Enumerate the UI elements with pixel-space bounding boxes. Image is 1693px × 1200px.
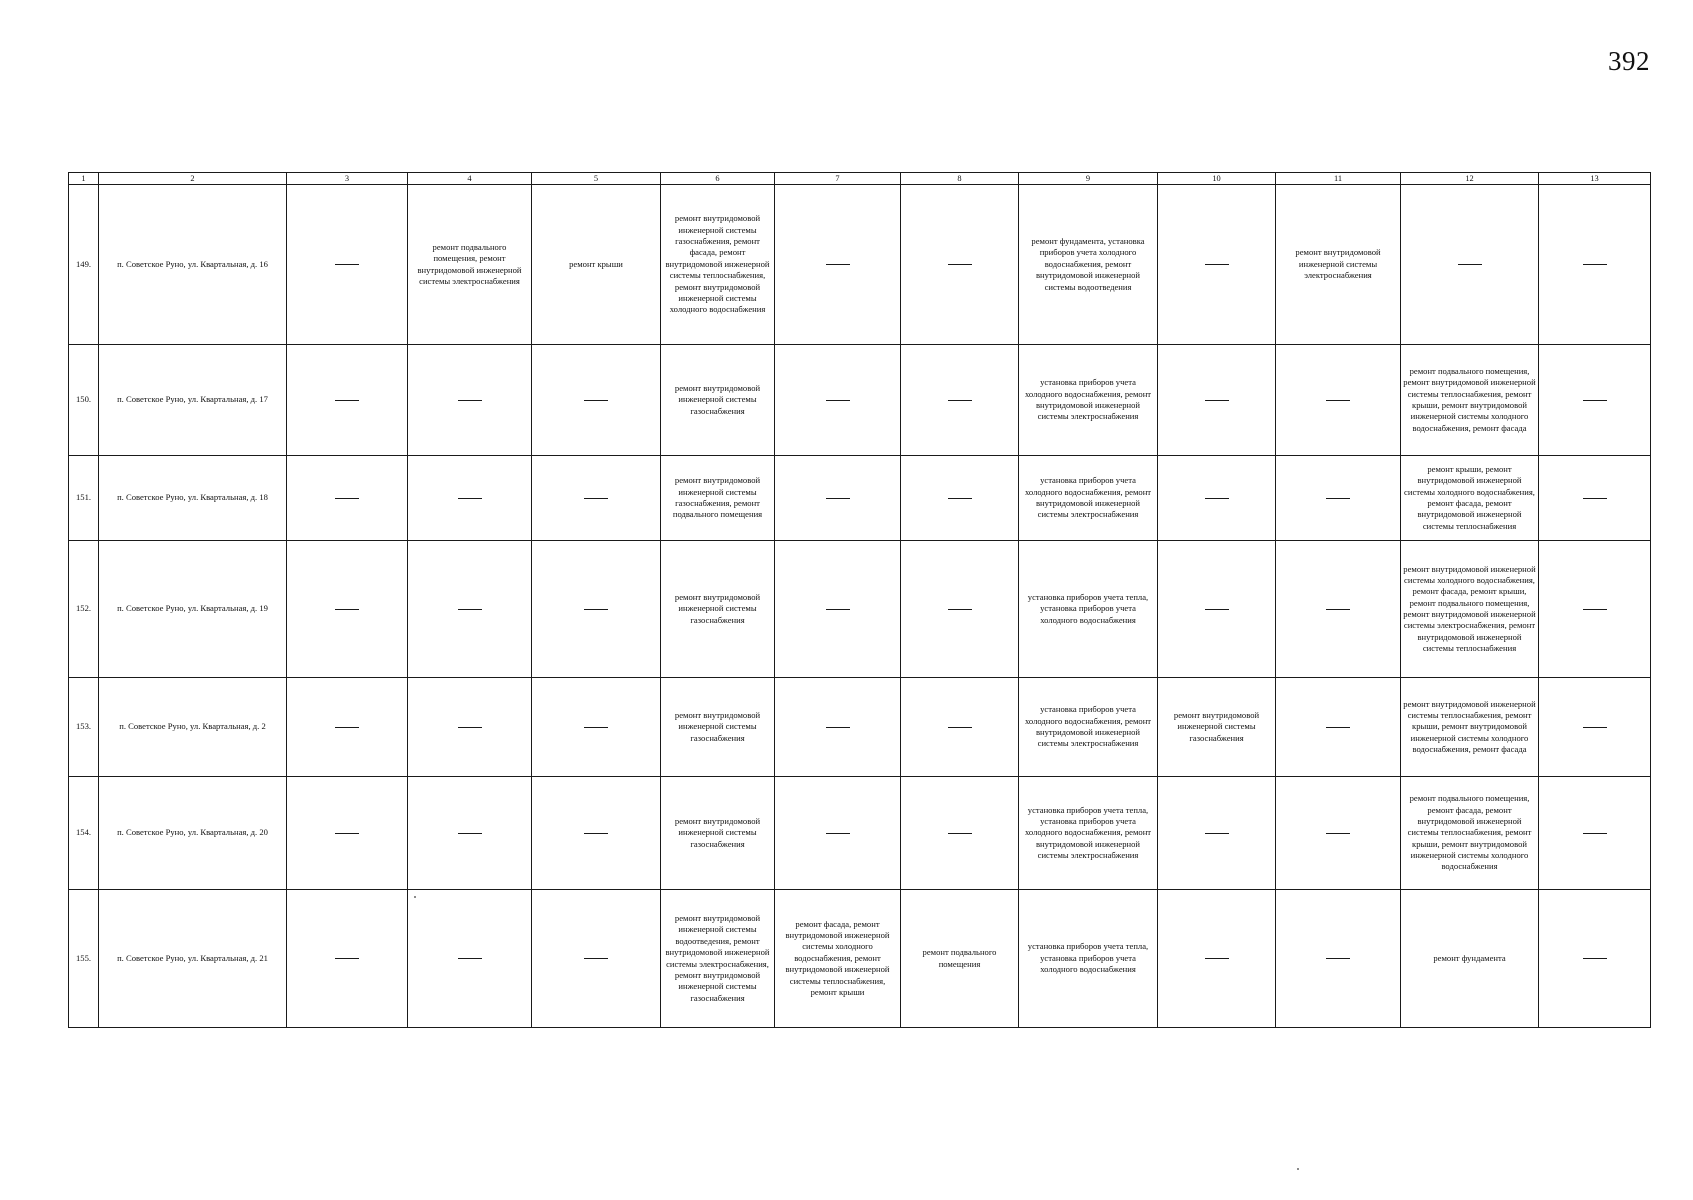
work-cell-4 [408, 678, 532, 777]
column-number-9: 9 [1019, 173, 1158, 185]
work-cell-3 [287, 185, 408, 345]
row-number: 149. [69, 185, 99, 345]
empty-dash [335, 498, 359, 499]
empty-dash [948, 400, 972, 401]
address-cell: п. Советское Руно, ул. Квартальная, д. 16 [99, 185, 287, 345]
table-row [69, 185, 1651, 345]
work-cell-8 [901, 456, 1019, 541]
work-cell-5 [532, 777, 661, 890]
empty-dash [458, 609, 482, 610]
repair-schedule-table [68, 172, 1651, 1028]
empty-dash [458, 498, 482, 499]
work-cell-5: ремонт крыши [532, 185, 661, 345]
empty-dash [826, 609, 850, 610]
work-cell-4 [408, 777, 532, 890]
empty-dash [1583, 609, 1607, 610]
empty-dash [584, 833, 608, 834]
work-cell-7 [775, 541, 901, 678]
work-cell-11 [1276, 345, 1401, 456]
empty-dash [948, 264, 972, 265]
empty-dash [826, 264, 850, 265]
row-number: 151. [69, 456, 99, 541]
work-cell-8 [901, 777, 1019, 890]
scan-speck [414, 896, 416, 898]
column-number-5: 5 [532, 173, 661, 185]
column-number-8: 8 [901, 173, 1019, 185]
empty-dash [1205, 400, 1229, 401]
empty-dash [335, 400, 359, 401]
empty-dash [1326, 727, 1350, 728]
work-cell-6: ремонт внутридомовой инженерной системы газоснабжения [661, 678, 775, 777]
row-number: 153. [69, 678, 99, 777]
work-cell-5 [532, 345, 661, 456]
address-cell: п. Советское Руно, ул. Квартальная, д. 19 [99, 541, 287, 678]
work-cell-13 [1539, 678, 1651, 777]
empty-dash [458, 958, 482, 959]
work-cell-6: ремонт внутридомовой инженерной системы газоснабжения [661, 777, 775, 890]
work-cell-9: установка приборов учета тепла, установка приборов учета холодного водоснабжения [1019, 890, 1158, 1028]
work-cell-13 [1539, 890, 1651, 1028]
empty-dash [1326, 400, 1350, 401]
empty-dash [1583, 833, 1607, 834]
work-cell-3 [287, 541, 408, 678]
empty-dash [1326, 498, 1350, 499]
work-cell-9: установка приборов учета холодного водоснабжения, ремонт внутридомовой инженерной системы электроснабжения [1019, 456, 1158, 541]
work-cell-11 [1276, 456, 1401, 541]
empty-dash [584, 609, 608, 610]
work-cell-3 [287, 345, 408, 456]
work-cell-13 [1539, 541, 1651, 678]
work-cell-12: ремонт подвального помещения, ремонт фасада, ремонт внутридомовой инженерной системы теплоснабжения, ремонт крыши, ремонт внутридомовой инженерной системы холодного водоснабжения [1401, 777, 1539, 890]
work-cell-10 [1158, 456, 1276, 541]
work-cell-7 [775, 345, 901, 456]
row-number: 155. [69, 890, 99, 1028]
column-number-6: 6 [661, 173, 775, 185]
column-number-7: 7 [775, 173, 901, 185]
work-cell-8 [901, 185, 1019, 345]
row-number: 154. [69, 777, 99, 890]
row-number: 152. [69, 541, 99, 678]
work-cell-12: ремонт фундамента [1401, 890, 1539, 1028]
work-cell-4 [408, 456, 532, 541]
empty-dash [584, 727, 608, 728]
address-cell: п. Советское Руно, ул. Квартальная, д. 2 [99, 678, 287, 777]
work-cell-12: ремонт внутридомовой инженерной системы теплоснабжения, ремонт крыши, ремонт внутридомовой инженерной системы холодного водоснабжения, ремонт фасада [1401, 678, 1539, 777]
work-cell-12: ремонт внутридомовой инженерной системы холодного водоснабжения, ремонт фасада, ремонт крыши, ремонт подвального помещения, ремонт внутридомовой инженерной системы электроснабжения, ремонт внутридомовой инженерной системы теплоснабжения [1401, 541, 1539, 678]
empty-dash [335, 833, 359, 834]
empty-dash [826, 727, 850, 728]
work-cell-6: ремонт внутридомовой инженерной системы водоотведения, ремонт внутридомовой инженерной системы электроснабжения, ремонт внутридомовой инженерной системы газоснабжения [661, 890, 775, 1028]
empty-dash [584, 498, 608, 499]
table-body [69, 173, 1651, 1028]
work-cell-4 [408, 345, 532, 456]
empty-dash [335, 958, 359, 959]
work-cell-3 [287, 456, 408, 541]
table-row [69, 345, 1651, 456]
work-cell-8 [901, 345, 1019, 456]
column-number-10: 10 [1158, 173, 1276, 185]
empty-dash [1326, 958, 1350, 959]
table-row [69, 890, 1651, 1028]
work-cell-12 [1401, 185, 1539, 345]
work-cell-4: ремонт подвального помещения, ремонт внутридомовой инженерной системы электроснабжения [408, 185, 532, 345]
table-row [69, 541, 1651, 678]
work-cell-12: ремонт крыши, ремонт внутридомовой инженерной системы холодного водоснабжения, ремонт фасада, ремонт внутридомовой инженерной системы теплоснабжения [1401, 456, 1539, 541]
empty-dash [1583, 727, 1607, 728]
work-cell-10 [1158, 777, 1276, 890]
empty-dash [1583, 264, 1607, 265]
column-number-4: 4 [408, 173, 532, 185]
work-cell-13 [1539, 345, 1651, 456]
empty-dash [1205, 498, 1229, 499]
work-cell-3 [287, 777, 408, 890]
work-cell-11 [1276, 541, 1401, 678]
empty-dash [948, 609, 972, 610]
work-cell-13 [1539, 777, 1651, 890]
work-cell-11 [1276, 678, 1401, 777]
work-cell-9: ремонт фундамента, установка приборов учета холодного водоснабжения, ремонт внутридомовой инженерной системы водоотведения [1019, 185, 1158, 345]
empty-dash [335, 727, 359, 728]
work-cell-6: ремонт внутридомовой инженерной системы газоснабжения, ремонт фасада, ремонт внутридомовой инженерной системы теплоснабжения, ремонт внутридомовой инженерной системы холодного водоснабжения [661, 185, 775, 345]
work-cell-11 [1276, 777, 1401, 890]
work-cell-5 [532, 890, 661, 1028]
row-number: 150. [69, 345, 99, 456]
work-cell-10: ремонт внутридомовой инженерной системы газоснабжения [1158, 678, 1276, 777]
empty-dash [1326, 609, 1350, 610]
work-cell-6: ремонт внутридомовой инженерной системы газоснабжения, ремонт подвального помещения [661, 456, 775, 541]
column-number-2: 2 [99, 173, 287, 185]
empty-dash [826, 833, 850, 834]
work-cell-8 [901, 678, 1019, 777]
column-number-3: 3 [287, 173, 408, 185]
empty-dash [584, 958, 608, 959]
work-cell-10 [1158, 185, 1276, 345]
work-cell-5 [532, 456, 661, 541]
empty-dash [948, 727, 972, 728]
address-cell: п. Советское Руно, ул. Квартальная, д. 18 [99, 456, 287, 541]
address-cell: п. Советское Руно, ул. Квартальная, д. 20 [99, 777, 287, 890]
empty-dash [458, 727, 482, 728]
empty-dash [335, 264, 359, 265]
work-cell-12: ремонт подвального помещения, ремонт внутридомовой инженерной системы теплоснабжения, ремонт крыши, ремонт внутридомовой инженерной системы холодного водоснабжения, ремонт фасада [1401, 345, 1539, 456]
work-cell-4 [408, 890, 532, 1028]
work-cell-7: ремонт фасада, ремонт внутридомовой инженерной системы холодного водоснабжения, ремонт внутридомовой инженерной системы теплоснабжения, ремонт крыши [775, 890, 901, 1028]
empty-dash [1205, 833, 1229, 834]
work-cell-7 [775, 456, 901, 541]
table-row [69, 678, 1651, 777]
work-cell-9: установка приборов учета холодного водоснабжения, ремонт внутридомовой инженерной системы электроснабжения [1019, 678, 1158, 777]
table-row [69, 456, 1651, 541]
work-cell-10 [1158, 541, 1276, 678]
work-cell-9: установка приборов учета холодного водоснабжения, ремонт внутридомовой инженерной системы электроснабжения [1019, 345, 1158, 456]
empty-dash [948, 498, 972, 499]
column-number-12: 12 [1401, 173, 1539, 185]
work-cell-6: ремонт внутридомовой инженерной системы газоснабжения [661, 541, 775, 678]
work-cell-13 [1539, 456, 1651, 541]
empty-dash [1583, 498, 1607, 499]
empty-dash [1583, 958, 1607, 959]
work-cell-6: ремонт внутридомовой инженерной системы газоснабжения [661, 345, 775, 456]
empty-dash [1205, 264, 1229, 265]
work-cell-13 [1539, 185, 1651, 345]
scan-speck [1297, 1168, 1299, 1170]
work-cell-4 [408, 541, 532, 678]
work-cell-7 [775, 777, 901, 890]
work-cell-9: установка приборов учета тепла, установка приборов учета холодного водоснабжения [1019, 541, 1158, 678]
work-cell-7 [775, 185, 901, 345]
page-number: 392 [1608, 46, 1650, 76]
empty-dash [826, 498, 850, 499]
address-cell: п. Советское Руно, ул. Квартальная, д. 21 [99, 890, 287, 1028]
empty-dash [458, 833, 482, 834]
table-row [69, 777, 1651, 890]
work-cell-9: установка приборов учета тепла, установка приборов учета холодного водоснабжения, ремонт внутридомовой инженерной системы электроснабжения [1019, 777, 1158, 890]
empty-dash [1583, 400, 1607, 401]
work-cell-3 [287, 678, 408, 777]
empty-dash [1205, 609, 1229, 610]
empty-dash [948, 833, 972, 834]
empty-dash [335, 609, 359, 610]
column-number-1: 1 [69, 173, 99, 185]
work-cell-11 [1276, 890, 1401, 1028]
work-cell-8: ремонт подвального помещения [901, 890, 1019, 1028]
table-header-row [69, 173, 1651, 185]
empty-dash [826, 400, 850, 401]
work-cell-11: ремонт внутридомовой инженерной системы электроснабжения [1276, 185, 1401, 345]
empty-dash [458, 400, 482, 401]
work-cell-8 [901, 541, 1019, 678]
column-number-11: 11 [1276, 173, 1401, 185]
work-cell-5 [532, 678, 661, 777]
empty-dash [1458, 264, 1482, 265]
work-cell-10 [1158, 345, 1276, 456]
work-cell-3 [287, 890, 408, 1028]
work-cell-7 [775, 678, 901, 777]
empty-dash [584, 400, 608, 401]
column-number-13: 13 [1539, 173, 1651, 185]
empty-dash [1326, 833, 1350, 834]
address-cell: п. Советское Руно, ул. Квартальная, д. 17 [99, 345, 287, 456]
work-cell-5 [532, 541, 661, 678]
empty-dash [1205, 958, 1229, 959]
work-cell-10 [1158, 890, 1276, 1028]
